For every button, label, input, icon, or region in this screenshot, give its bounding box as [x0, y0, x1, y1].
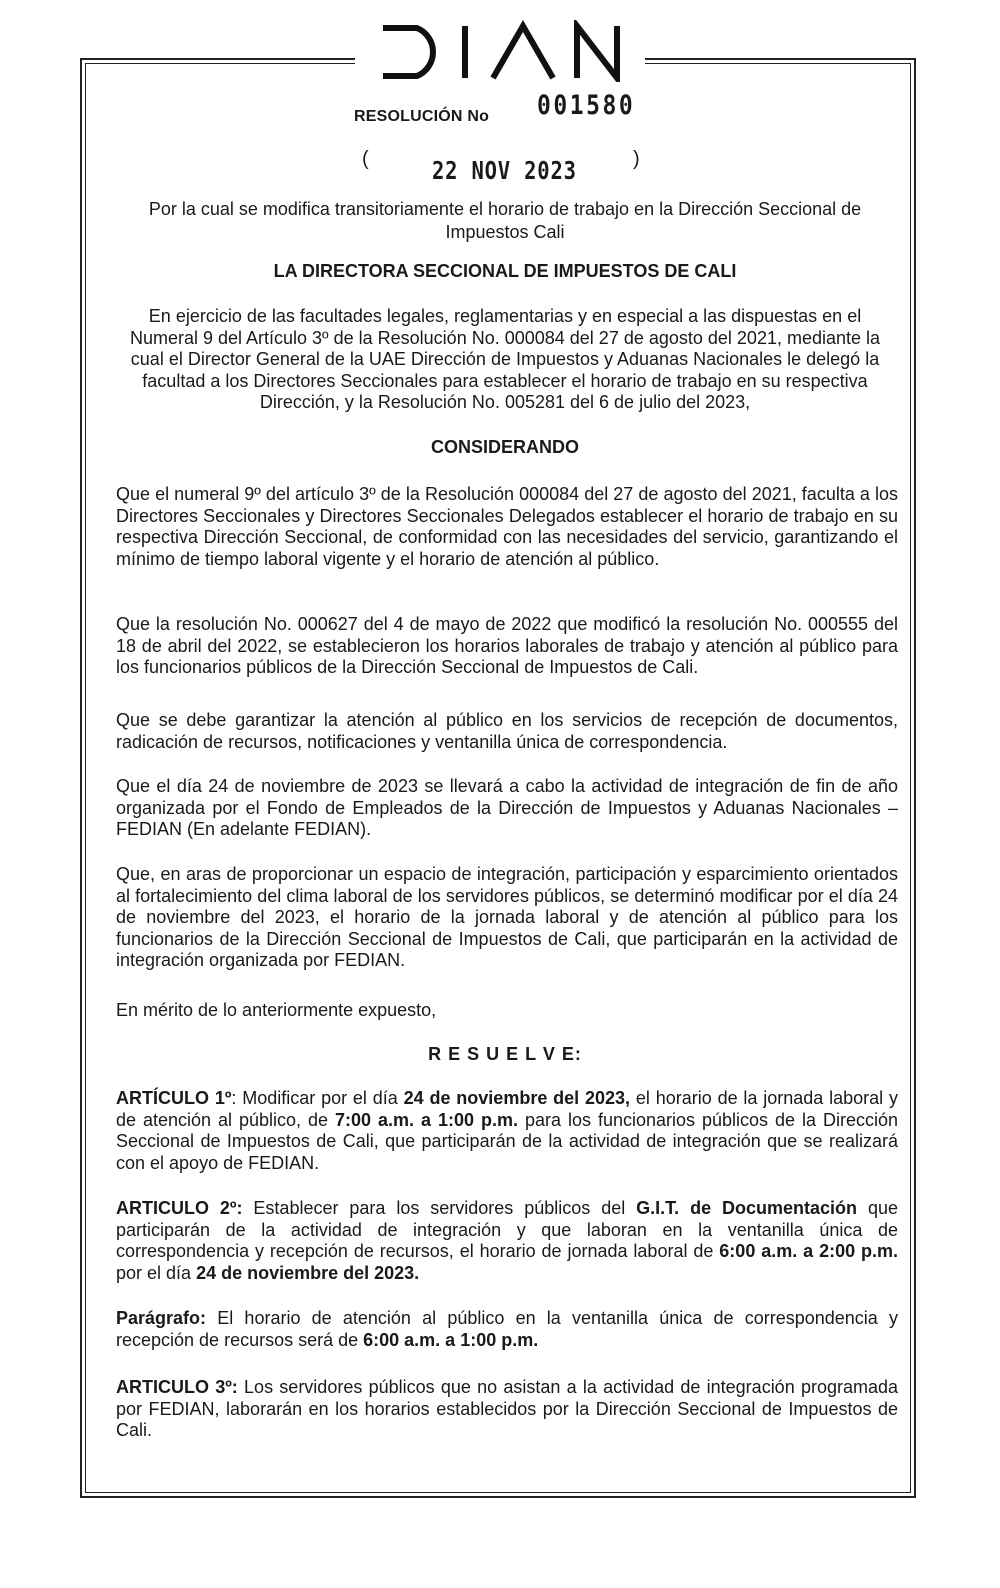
issuing-authority: LA DIRECTORA SECCIONAL DE IMPUESTOS DE CALI	[273, 261, 737, 281]
article-1: ARTÍCULO 1º: Modificar por el día 24 de noviembre del 2023, el horario de la jornada laboral y de atención al público, de 7:00 a.m. a 1:00 p.m. para los funcionarios públicos de la Dirección Seccional de Impuestos de Cali, que participarán de la actividad de integración que se realizará con el apoyo de FEDIAN.	[116, 1088, 898, 1173]
resolution-number: 001580	[537, 90, 636, 121]
date-paren-open: (	[362, 148, 369, 170]
resuelve-title: R E S U E L V E:	[428, 1044, 582, 1064]
considerando-paragraph: Que la resolución No. 000627 del 4 de mayo de 2022 que modificó la resolución No. 000555 del 18 de abril del 2022, se establecieron los horarios laborales de trabajo y atención al público para los funcionarios públicos de la Dirección Seccional de Impuestos de Cali.	[116, 614, 898, 678]
paragrafo: Parágrafo: El horario de atención al público en la ventanilla única de correspondencia y recepción de recursos será de 6:00 a.m. a 1:00 p.m.	[116, 1308, 898, 1350]
article-1-label: ARTÍCULO 1º	[116, 1088, 232, 1108]
resolution-subject: Por la cual se modifica transitoriamente el horario de trabajo en la Dirección Seccional de Impuestos Cali	[148, 199, 862, 242]
date-stamp: 22 NOV 2023	[432, 156, 577, 185]
considerando-title: CONSIDERANDO	[430, 437, 579, 457]
considerando-paragraph: Que el día 24 de noviembre de 2023 se llevará a cabo la actividad de integración de fin de año organizada por el Fondo de Empleados de la Dirección de Impuestos y Aduanas Nacionales – FEDIAN (En adelante FEDIAN).	[116, 776, 898, 840]
article-3-label: ARTICULO 3º:	[116, 1377, 238, 1397]
article-3: ARTICULO 3º: Los servidores públicos que no asistan a la actividad de integración programada por FEDIAN, laborarán en los horarios establecidos por la Dirección Seccional de Impuestos de Cali.	[116, 1377, 899, 1441]
preamble: En ejercicio de las facultades legales, reglamentarias y en especial a las dispuestas en el Numeral 9 del Artículo 3º de la Resolución No. 000084 del 27 de agosto del 2021, mediante la cual el Director General de la UAE Dirección de Impuestos y Aduanas Nacionales le delegó la facultad a los Directores Seccionales para establecer el horario de trabajo en su respectiva Dirección, y la Resolución No. 005281 del 6 de julio del 2023,	[129, 306, 881, 413]
considerando-paragraph: Que, en aras de proporcionar un espacio de integración, participación y esparcimiento orientados al fortalecimiento del clima laboral de los servidores públicos, se determinó modificar por el día 24 de noviembre del 2023, el horario de la jornada laboral y de atención al público para los funcionarios de la Dirección Seccional de Impuestos de Cali, que participarán en la actividad de integración organizada por FEDIAN.	[116, 864, 898, 971]
resolution-label: RESOLUCIÓN No	[354, 108, 490, 125]
article-2: ARTICULO 2º: Establecer para los servidores públicos del G.I.T. de Documentación que participarán de la actividad de integración y que laboran en la ventanilla única de correspondencia y recepción de recursos, el horario de jornada laboral de 6:00 a.m. a 2:00 p.m. por el día 24 de noviembre del 2023.	[116, 1198, 899, 1283]
considerando-paragraph: Que se debe garantizar la atención al público en los servicios de recepción de documentos, radicación de recursos, notificaciones y ventanilla única de correspondencia.	[116, 710, 898, 752]
closing-phrase: En mérito de lo anteriormente expuesto,	[116, 1000, 437, 1020]
date-paren-close: )	[633, 148, 640, 170]
article-2-label: ARTICULO 2º:	[116, 1198, 243, 1218]
considerando-paragraph: Que el numeral 9º del artículo 3º de la Resolución 000084 del 27 de agosto del 2021, faculta a los Directores Seccionales y Directores Seccionales Delegados establecer el horario de trabajo en su respectiva Dirección Seccional, de conformidad con las necesidades del servicio, garantizando el mínimo de tiempo laboral vigente y el horario de atención al público.	[116, 484, 898, 569]
dian-logo	[355, 16, 645, 86]
dian-logo-icon	[365, 20, 635, 82]
paragrafo-label: Parágrafo:	[116, 1308, 207, 1328]
